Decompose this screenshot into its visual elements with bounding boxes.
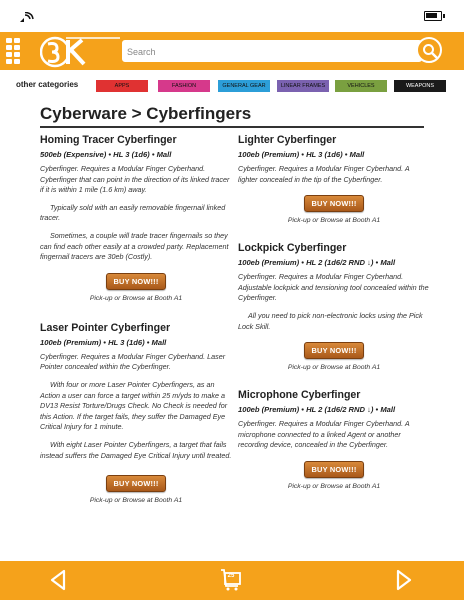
item-laser-pointer	[40, 322, 232, 504]
categories-label: other categories	[16, 80, 79, 89]
arrow-left-icon[interactable]	[48, 569, 70, 591]
item-title: Microphone Cyberfinger	[238, 389, 361, 402]
item-description: Cyberfinger. Requires a Modular Finger Cyberhand. Adjustable lockpick and tensioning tool concealed within the Cyberfinger.	[238, 272, 429, 303]
page-number: 25	[227, 573, 235, 579]
app-header	[0, 32, 464, 70]
category-general-gear[interactable]: GENERAL GEAR	[218, 80, 270, 92]
item-description: All you need to pick non-electronic locks using the Pick Lock Skill.	[238, 310, 423, 331]
item-title: Laser Pointer Cyberfinger	[40, 321, 171, 334]
title-divider	[40, 126, 424, 128]
pickup-note: Pick-up or Browse at Booth A1	[287, 482, 381, 490]
buy-now-button[interactable]: BUY NOW!!!	[106, 475, 166, 492]
status-bar	[0, 0, 464, 32]
pickup-note: Pick-up or Browse at Booth A1	[89, 294, 183, 302]
category-fashion[interactable]: FASHION	[158, 80, 210, 92]
item-meta: 100eb (Premium) • HL 3 (1d6) • Mall	[40, 337, 167, 347]
item-meta: 100eb (Premium) • HL 3 (1d6) • Mall	[238, 150, 365, 159]
search-input[interactable]	[127, 43, 387, 61]
page-title: Cyberware > Cyberfingers	[40, 104, 252, 123]
item-description: Typically sold with an easily removable fingernail linked tracer.	[40, 202, 226, 223]
pickup-note: Pick-up or Browse at Booth A1	[287, 217, 381, 225]
item-description: Sometimes, a couple will trade tracer fingernails so they can find each other easily at a crowded party. Replacement fingernail tracers are 30eb (Costly).	[40, 230, 229, 262]
pickup-note: Pick-up or Browse at Booth A1	[287, 364, 381, 372]
item-meta: 100eb (Premium) • HL 2 (1d6/2 RND ↓) • Mall	[238, 405, 396, 415]
item-description: With four or more Laser Pointer Cyberfingers, as an Action a user can force a target within 25 m/yds to make a DV13 Resist Torture/Drugs Check. No Check is needed for this Action. If the target fails, they suffer the Damaged Eye Critical Injury for 1 minute.	[40, 379, 228, 432]
item-description: Cyberfinger. Requires a Modular Finger Cyberhand. A microphone connected to a linked Agent or another recording device, concealed in the Cyberfinger.	[238, 419, 410, 450]
buy-now-button[interactable]: BUY NOW!!!	[304, 195, 364, 212]
right-column	[238, 134, 430, 500]
item-meta: 500eb (Expensive) • HL 3 (1d6) • Mall	[40, 150, 172, 159]
item-meta: 100eb (Premium) • HL 2 (1d6/2 RND ↓) • Mall	[238, 258, 396, 268]
buy-now-button[interactable]: BUY NOW!!!	[304, 461, 364, 478]
item-title: Homing Tracer Cyberfinger	[40, 134, 177, 146]
wifi-icon	[18, 12, 34, 24]
search-button[interactable]	[416, 37, 442, 63]
buy-now-button[interactable]: BUY NOW!!!	[304, 342, 364, 359]
logo-3k-icon[interactable]	[40, 36, 120, 68]
item-description: With eight Laser Pointer Cyberfingers, a target that fails instead suffers the Damaged Eye Critical Injury until treated.	[40, 439, 232, 460]
category-linear-frames[interactable]: LINEAR FRAMES	[277, 80, 329, 92]
item-title: Lockpick Cyberfinger	[238, 242, 347, 255]
item-lockpick	[238, 242, 430, 371]
category-apps[interactable]: APPS	[96, 80, 148, 92]
item-description: Cyberfinger. Requires a Modular Finger Cyberhand. Laser Pointer concealed within the Cyberfinger.	[40, 351, 226, 372]
arrow-right-icon[interactable]	[392, 569, 414, 591]
category-vehicles[interactable]: VEHICLES	[335, 80, 387, 92]
footer-nav	[0, 561, 464, 600]
item-description: Cyberfinger. Requires a Modular Finger Cyberhand. Cyberfinger that can point in the direction of its linked tracer if it is within 1 mile (1.6 km) away.	[40, 164, 230, 195]
category-bar	[0, 78, 464, 94]
battery-icon	[424, 11, 442, 21]
menu-icon[interactable]	[6, 38, 30, 64]
item-title: Lighter Cyberfinger	[238, 134, 337, 146]
item-microphone	[238, 389, 430, 490]
category-weapons[interactable]: WEAPONS	[394, 80, 446, 92]
buy-now-button[interactable]: BUY NOW!!!	[106, 273, 166, 290]
item-lighter	[238, 134, 430, 224]
item-homing-tracer	[40, 134, 232, 302]
left-column	[40, 134, 232, 514]
item-description: Cyberfinger. Requires a Modular Finger Cyberhand. A lighter concealed in the tip of the Cyberfinger.	[238, 164, 410, 184]
search-bar	[122, 40, 422, 62]
cart-icon[interactable]	[220, 567, 242, 591]
pickup-note: Pick-up or Browse at Booth A1	[89, 497, 183, 505]
search-icon	[422, 43, 438, 59]
